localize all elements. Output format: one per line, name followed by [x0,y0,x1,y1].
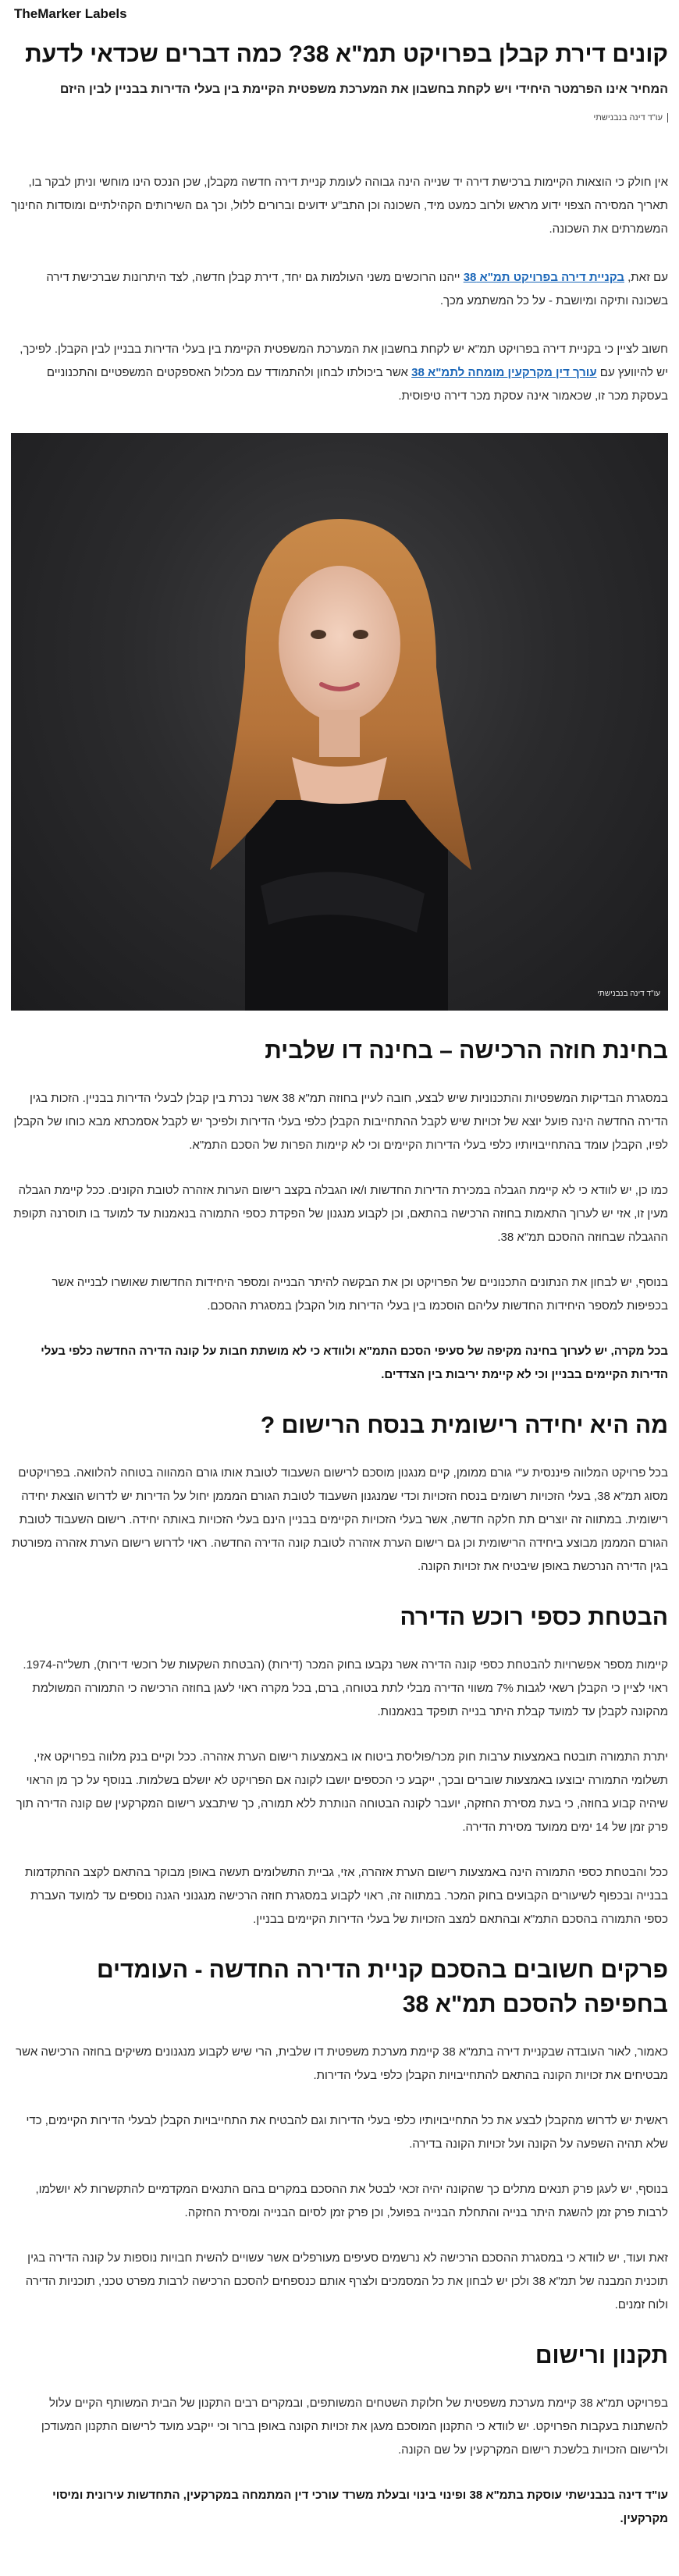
section-paragraph: יתרת התמורה תובטח באמצעות ערבות חוק מכר/פוליסת ביטוח או באמצעות רישום הערת אזהרה. ככל וקיים בנק מלווה בפרויקט אזי, תשלומי התמורה יבוצעו באמצעות שוברים ובכך, ייקבע כי הכספים יושבו לקונה אם הפרויקט לא יושלם בשלמות. בנוסף על כך מן הראוי שיהיה קבוע בחוזה, כי בעת מסירת החזקה, יועבר לקונה הבטוחה הנותרת ללא תמורה, כך שיתבצע רישום המקרקעין שם קונה הדירה תוך פרק זמן של 14 ימים ממועד מסירת הדירה. [16,1750,668,1834]
author-bio-text: עו"ד דינה בנבנישתי עוסקת בתמ"א 38 ופינוי בינוי ובעלת משרד עורכי דין המתמחה במקרקעין, התחדשות עירונית ומיסוי מקרקעין. [52,2489,668,2525]
article-body [11,171,668,2531]
article-headline: קונים דירת קבלן בפרויקט תמ"א 38? כמה דברים שכדאי לדעת [25,41,668,67]
section-paragraph: כמו כן, יש לוודא כי לא קיימת הגבלה במכירת הדירות החדשות ו/או הגבלה בקצב רישום הערות אזהרה לטובת הקונים. ככל קיימת הגבלה מעין זו, אזי יש לערוך התאמות בחוזה הרכישה בהתאם, וכן לקבוע מנגנון של הפקדת כספי התמורה בנאמנות עד למועד בו תוסרנה תקופת ההגבלה שבחוזה ההסכם תמ"א 38. [13,1184,668,1244]
section-paragraph [11,1340,668,1387]
section-paragraph: זאת ועוד, יש לוודא כי במסגרת ההסכם הרכישה לא נרשמים סעיפים מעורפלים אשר עשויים להשית חבויות נוספות על קונה הדירה בגין תוכנית המבנה של תמ"א 38 ולכן יש לבחון את כל המסמכים ולצרף אותם כנספחים להסכם הרכישה לרבות מפרט טכני, תוכניות הדירה ולוח זמנים. [25,2251,668,2311]
section-paragraph: כאמור, לאור העובדה שבקניית דירה בתמ"א 38 קיימת מערכת משפטית דו שלבית, הרי שיש לקבוע מנגנונים משיקים בחוזה הרכישה אשר מבטיחים את זכויות הקונה בהתאם להתחייבויות הקבלן כלפי בעלי הדירות. [16,2045,668,2082]
article-byline: עו"ד דינה בנבנישתי [593,113,668,123]
photo-credit: עו"ד דינה בנבנישתי [597,990,660,998]
brand-bar [11,0,668,28]
portrait-eye-right [353,630,368,639]
section-paragraph: קיימות מספר אפשרויות להבטחת כספי קונה הדירה אשר נקבעו בחוק המכר (דירות) (הבטחת השקעות של רוכשי דירות), תשל"ה-1974. ראוי לציין כי הקבלן רשאי לגבות 7% משווי הדירה מבלי לתת בטוחה, ברם, בכל מקרה ראוי לעגן בחוזה הרכישה כי התמורה המשולמת מהקונה לקבלן עד למועד קבלת היתר בנייה תופקד בנאמנות. [23,1658,668,1718]
section-registration-unit [11,1409,668,1579]
section-heading: בחינת חוזה הרכישה – בחינה דו שלבית [265,1038,668,1064]
section-heading: מה היא יחידה רישומית בנסח הרישום ? [260,1412,668,1438]
intro-paragraph-1: אין חולק כי הוצאות הקיימות ברכישת דירה יד שנייה הינה גבוהה לעומת קניית דירה חדשה מקבלן, שכן הנכס הינו מוחשי וניתן לבקר בו, תאריך המסירה הצפוי ידוע מראש ולרוב כמעט מיד, השכונה וכן התב"ע ידועים וברורים ללול, וכך גם השירותים הקהילתיים ומוסדות החינוך המשמרתים את השכונה. [11,176,668,236]
section-paragraph: בכל פרויקט המלווה פיננסית ע"י גורם ממומן, קיים מנגנון מוסכם לרישום השעבוד לטובת אותו גורם המהווה בטוחה להלוואה. בפרויקטים מסוג תמ"א 38, בעלי הזכויות רשומים בנסח הזכויות וכדי שמנגנון השעבוד לטובת הגורם המממן יחול על הדירות יש לדרוש הוצאת יחידה רישומית. במתווה זה יוצרים תת חלקה חדשה, אשר בעלי הזכויות הקיימים בבניין הינם בעלי הזכויות באותה יחידה. רישום השעבוד לטובת הגורם המממן מבוצע ביחידה הרישומית וכן גם רישום הערת אזהרה לטובת קונה הדירה החדשה. ראוי לדרוש רישום הערת אזהרה מפורטת בגין הדירה הנרכשת באופן שיבטיח את זכויות הקונה. [12,1466,668,1573]
brand-logo[interactable] [14,6,127,22]
tama-project-link[interactable]: בקניית דירה בפרויקט תמ"א 38 [463,271,624,284]
author-photo [11,433,668,1011]
brand-labels: Labels [84,6,127,21]
portrait-eye-left [311,630,326,639]
section-buyer-funds [11,1601,668,1931]
section-paragraph: במסגרת הבדיקות המשפטיות והתכנוניות שיש לבצע, חובה לעיין בחוזה תמ"א 38 אשר נכרת בין קבלן לבעלי הדירות בבניין. הזכות בגין הדירה החדשה הינה פועל יוצא של זכויות שיש לקבל ההתחייבות הקבלן כלפי בעלי הדירות ולפיכך יש לקבל אסמכתא מבא כוחו של הקבלן לפיו, הקבלן עומד בהתחייבויותיו כלפי בעלי הדירות הקיימים וכי לא קיימות הפרות של הסכם התמ"א. [13,1092,668,1152]
lawyer-link[interactable]: עורך דין מקרקעין מומחה לתמ"א 38 [411,366,597,379]
article-subheadline: המחיר אינו הפרמטר היחידי ויש לקחת בחשבון את המערכת משפטית הקיימת בין בעלי הדירות בבניין לבין היזם [59,83,668,96]
portrait-face-shape [279,566,400,722]
section-heading: תקנון ורישום [535,2343,668,2368]
section-contract-review [11,1034,668,1387]
intro-paragraph-3: חשוב לציין כי בקניית דירה בפרויקט תמ"א יש לקחת בחשבון את המערכת המשפטית הקיימת בין בעלי הדירות בבניין לבין הקבלן. לפיכך, יש להיוועץ עם עורך דין מקרקעין מומחה לתמ"א 38 אשר ביכולתו לבחון ולהתמודד עם מכלול האספקטים המשפטיים והתכנוניים בעסקת מכר זו, שכאמור אינה עסקת מכר דירה טיפוסית. [20,343,668,403]
brand-name: TheMarker [14,6,81,21]
section-paragraph: ראשית יש לדרוש מהקבלן לבצע את כל התחייבויותיו כלפי בעלי הדירות וגם להבטיח את התחייבויות הקבלן לבעלי הדירות הקיימים, כדי שלא תהיה השפעה על הקונה ועל זכויות הקונה בדירה. [26,2114,668,2151]
section-paragraph: בפרויקט תמ"א 38 קיימת מערכת משפטית של חלוקת השטחים המשותפים, ובמקרים רבים התקנון של הבית המשותף הקיים עלול להשתנות בעקבות הפרויקט. יש לוודא כי התקנון המוסכם מעגן את זכויות הקונה באופן ברור וכי ייקבע מועד לרישום התקנון המעודכן ולרישום הזכויות בלשכת רישום המקרקעין על שם הקונה. [41,2397,668,2457]
portrait-neck-shape [319,710,360,757]
section-important-chapters [11,1953,668,2317]
section-heading: פרקים חשובים בהסכם קניית הדירה החדשה - העומדים בחפיפה להסכם תמ"א 38 [96,1957,668,2017]
section-paragraph: בנוסף, יש לבחון את הנתונים התכנוניים של הפרויקט וכן את הבקשה להיתר הבנייה ומספר היחידות החדשות שאושרו לבנייה אשר בכפיפות למספר היחידות החדשות עליהם הוסכמו בין בעלי הדירות מול הקבלן במסגרת ההסכם. [52,1276,668,1313]
intro-paragraph-2: עם זאת, בקניית דירה בפרויקט תמ"א 38 ייהנו הרוכשים משני העולמות גם יחד, דירת קבלן חדשה, לצד היתרונות שברכישת דירה בשכונה ותיקה ומיושבת - על כל המשתמע מכך. [46,271,668,307]
author-bio [11,2484,668,2531]
author-portrait-illustration [11,433,668,1011]
section-paragraph: ככל והבטחת כספי התמורה הינה באמצעות רישום הערת אזהרה, אזי, גביית התשלומים תעשה באופן מבוקר בהתאם לקצב ההתקדמות בבנייה ובכפוף לשיעורים הקבועים בחוק המכר. במתווה זה, ראוי לקבוע במסגרת חוזה הרכישה מנגנוני הגנה נוספים עד למועד העברת כספי התמורה בהסכם התמ"א ובהתאם למצב הזכויות של בעלי הדירות הקיימים בבניין. [25,1866,668,1926]
section-paragraph: בנוסף, יש לעגן פרק תנאים מתלים כך שהקונה יהיה זכאי לבטל את ההסכם במקרים בהם התנאים המקדמיים להתקשרות לא יושלמו, לרבות פרק זמן להשגת היתר בנייה והתחלת הבנייה בפועל, וכן פרק זמן לסיום הבנייה ומסירת החזקה. [35,2183,668,2219]
section-bylaws-registration [11,2339,668,2531]
section-emphasis: בכל מקרה, יש לערוך בחינה מקיפה של סעיפי הסכם התמ"א ולוודא כי לא מושתת חבות על קונה הדירה החדשה כלפי בעלי הדירות הקיימים בבניין וכי לא קיימת יריבות בין הצדדים. [41,1345,668,1381]
section-heading: הבטחת כספי רוכש הדירה [400,1604,668,1630]
